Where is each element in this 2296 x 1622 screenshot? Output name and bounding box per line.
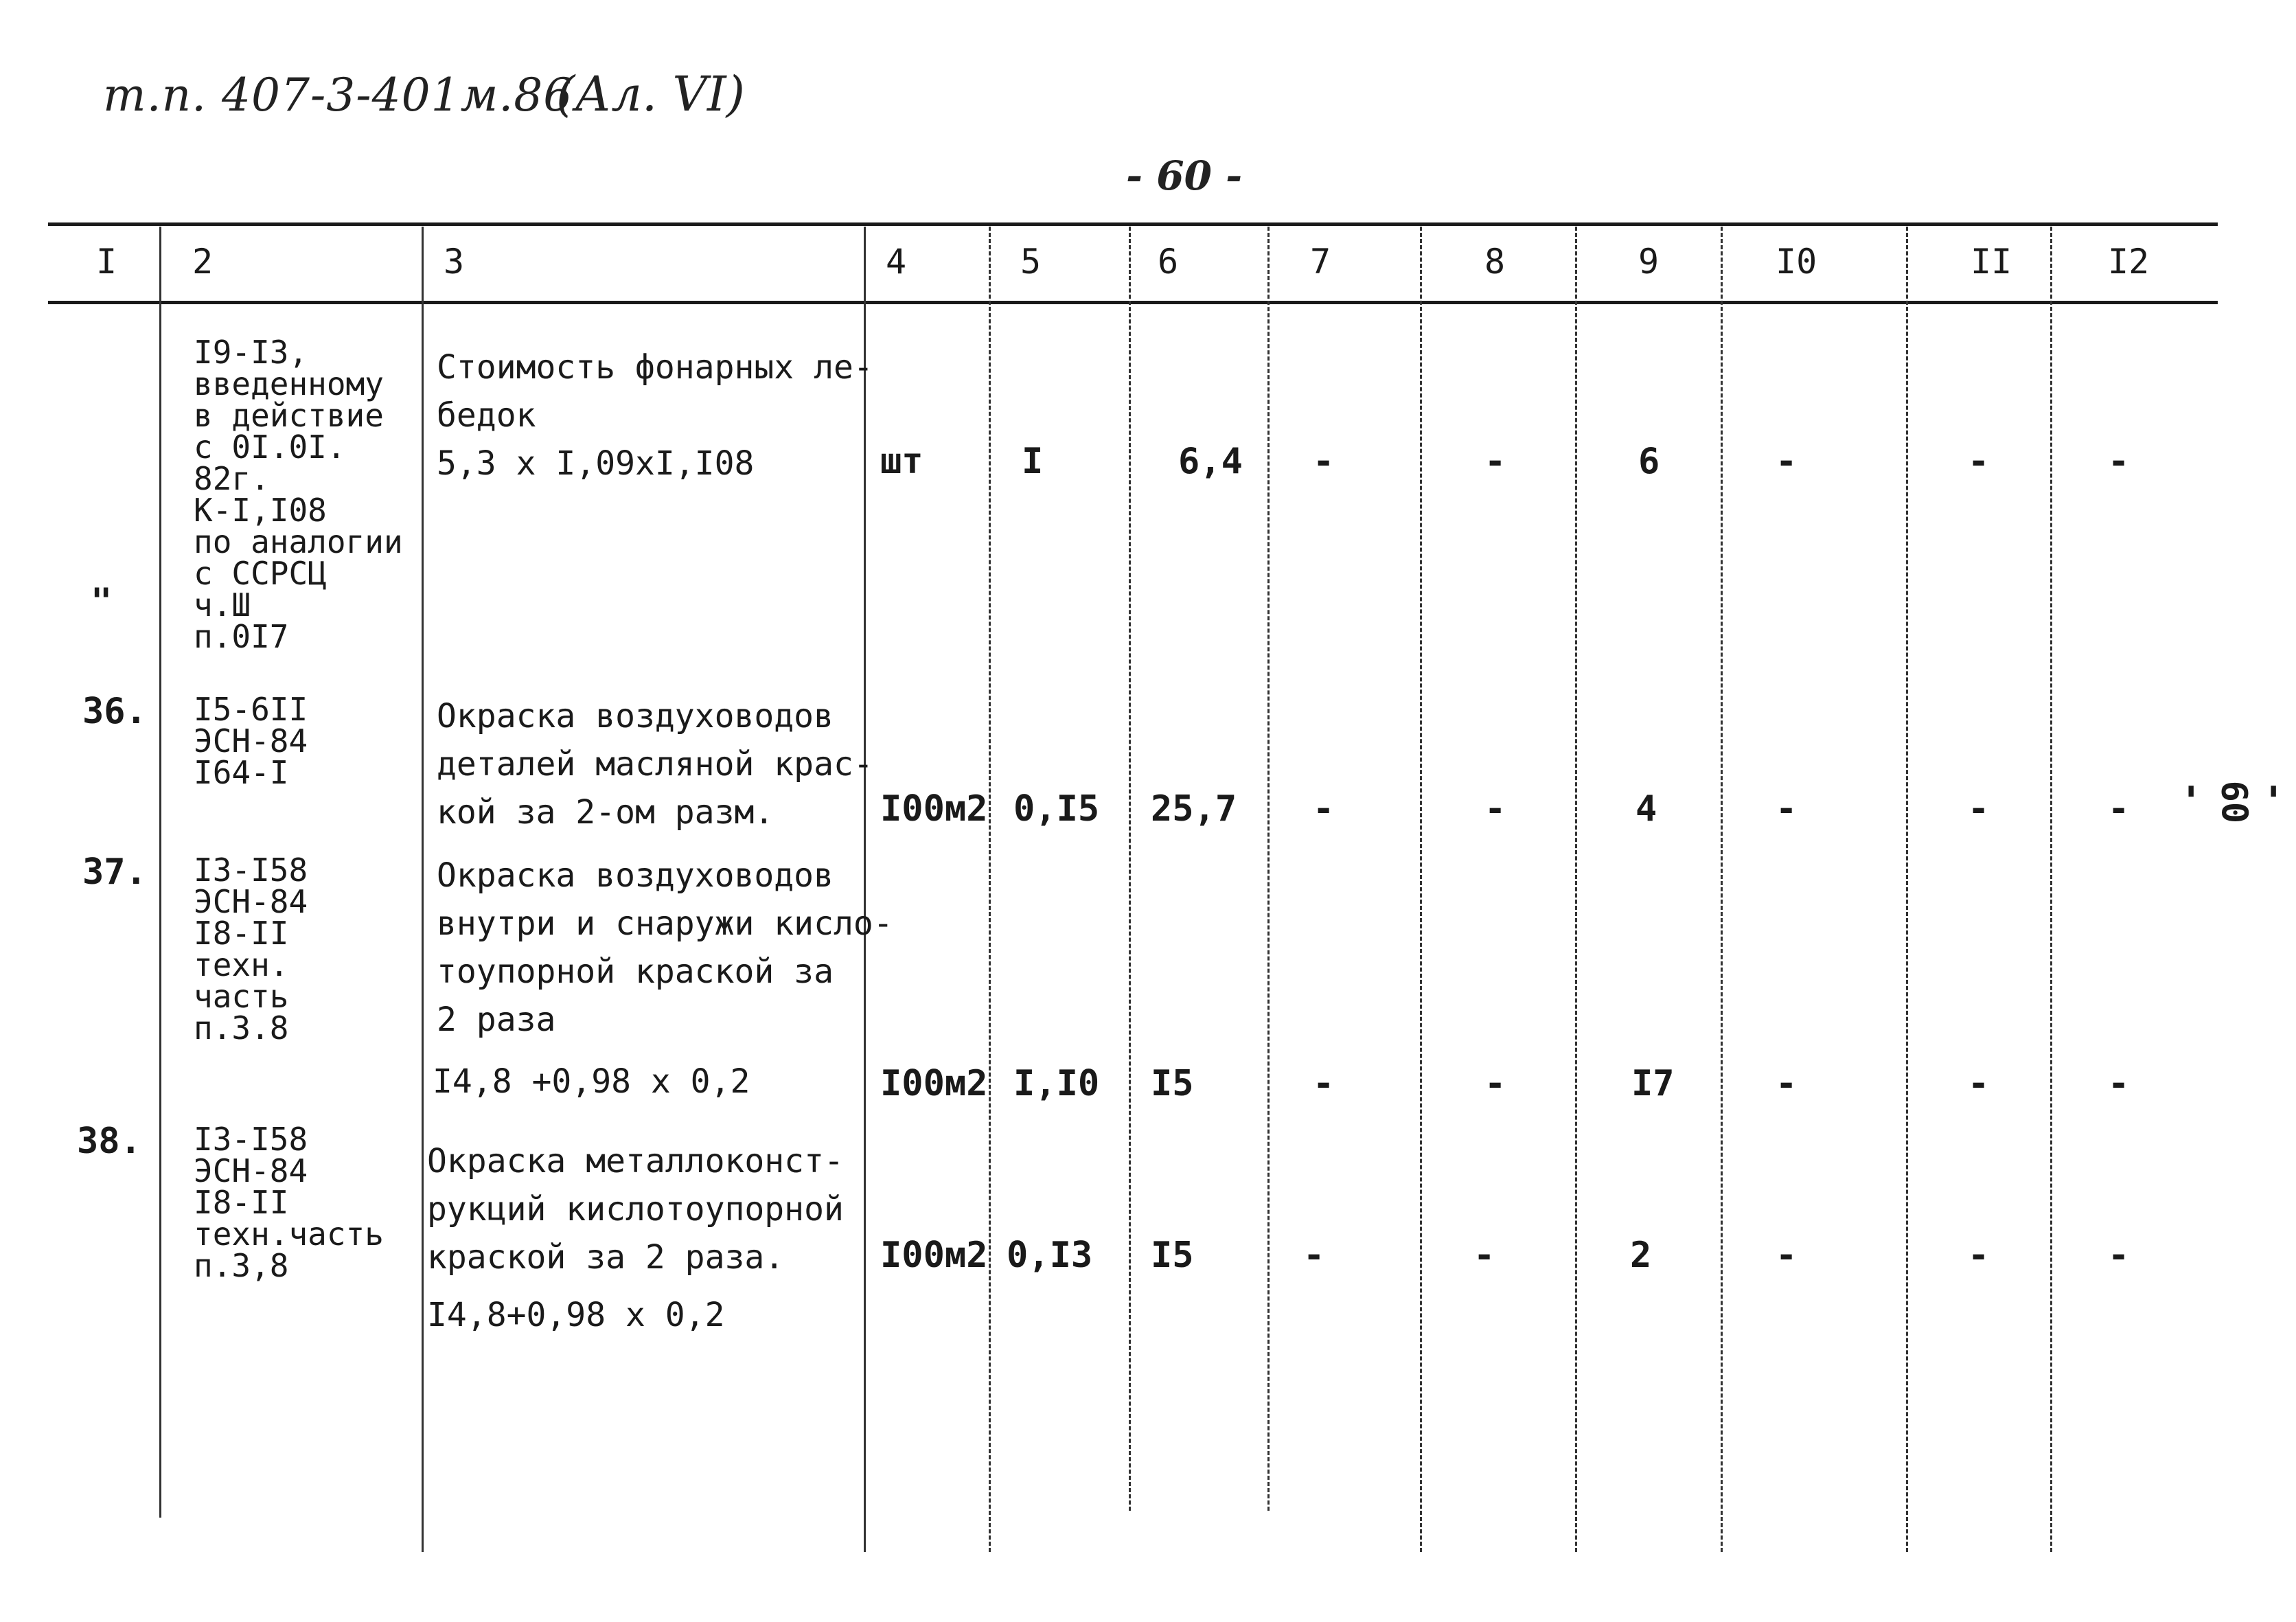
- cell-quantity: I: [1022, 441, 1044, 482]
- cell-c12: -: [2108, 441, 2130, 482]
- cell-c8: -: [1484, 441, 1506, 482]
- col-header-5: 5: [1020, 242, 1042, 282]
- row-reference: I5-6II ЭСН-84 I64-I: [194, 691, 308, 791]
- col-header-12: I2: [2108, 242, 2150, 282]
- cell-c7: -: [1313, 1063, 1335, 1104]
- row-description: Стоимость фонарных ле- бедок 5,3 x I,09xI,I08: [437, 348, 873, 483]
- cell-c8: -: [1473, 1235, 1495, 1276]
- col-header-1: I: [96, 242, 117, 282]
- col-header-9: 9: [1638, 242, 1660, 282]
- cell-c9: 2: [1630, 1235, 1652, 1276]
- cell-c11: -: [1968, 1235, 1990, 1276]
- col-divider-7: [1420, 227, 1422, 1552]
- row-number: 36.: [82, 691, 147, 732]
- row-description: Окраска воздуховодов деталей масляной крас- кой за 2-ом разм.: [437, 697, 873, 832]
- row-formula: I4,8 +0,98 x 0,2: [433, 1062, 750, 1101]
- cell-c9: I7: [1631, 1063, 1675, 1104]
- col-header-4: 4: [886, 242, 907, 282]
- row-reference: I9-I3, введенному в действие с 0I.0I. 82г. К-I,I08 по аналогии с ССРСЦ ч.Ш п.0I7: [194, 334, 403, 655]
- cell-unit: I00м2: [880, 788, 988, 830]
- cell-c6: 6,4: [1178, 441, 1243, 482]
- cell-c10: -: [1776, 441, 1798, 482]
- col-divider-8: [1575, 227, 1577, 1552]
- row-number: 37.: [82, 852, 147, 893]
- table-header-rule: [48, 301, 2218, 304]
- row-reference: I3-I58 ЭСН-84 I8-II техн. часть п.3.8: [194, 852, 308, 1047]
- cell-c11: -: [1968, 441, 1990, 482]
- col-divider-2: [422, 227, 424, 1552]
- cell-c6: I5: [1151, 1063, 1194, 1104]
- col-header-7: 7: [1310, 242, 1331, 282]
- col-divider-1: [159, 227, 161, 1518]
- table-top-rule: [48, 222, 2218, 226]
- cell-c8: -: [1484, 788, 1506, 830]
- page-number: - 60 -: [1126, 152, 1243, 199]
- cell-c10: -: [1776, 1235, 1798, 1276]
- cell-quantity: I,I0: [1013, 1063, 1100, 1104]
- col-divider-6: [1267, 227, 1270, 1511]
- col-header-10: I0: [1776, 242, 1817, 282]
- col-header-6: 6: [1158, 242, 1179, 282]
- row-number: ": [91, 581, 113, 622]
- cell-c10: -: [1776, 788, 1798, 830]
- cell-c12: -: [2108, 1063, 2130, 1104]
- col-divider-4: [989, 227, 991, 1552]
- row-formula: I4,8+0,98 x 0,2: [427, 1296, 725, 1334]
- cell-c9: 6: [1638, 441, 1660, 482]
- col-divider-9: [1721, 227, 1723, 1552]
- row-reference: I3-I58 ЭСН-84 I8-II техн.часть п.3,8: [194, 1121, 384, 1284]
- cell-unit: I00м2: [880, 1235, 988, 1276]
- cell-c10: -: [1776, 1063, 1798, 1104]
- row-number: 38.: [77, 1121, 141, 1162]
- cell-unit: I00м2: [880, 1063, 988, 1104]
- row-description: Окраска воздуховодов внутри и снаружи кисло- тоупорной краской за 2 раза: [437, 856, 893, 1039]
- document-reference: т.п. 407-3-401м.86: [103, 69, 573, 122]
- row-description: Окраска металлоконст- рукций кислотоупорной краской за 2 раза.: [427, 1142, 844, 1277]
- cell-quantity: 0,I5: [1013, 788, 1100, 830]
- margin-page-number: - 60 -: [2172, 780, 2296, 824]
- cell-quantity: 0,I3: [1007, 1235, 1093, 1276]
- cell-c12: -: [2108, 788, 2130, 830]
- cell-c11: -: [1968, 1063, 1990, 1104]
- album-reference: (Ал. VI): [556, 66, 745, 122]
- cell-c6: 25,7: [1151, 788, 1237, 830]
- col-divider-10: [1906, 227, 1908, 1552]
- cell-c7: -: [1313, 788, 1335, 830]
- cell-c7: -: [1313, 441, 1335, 482]
- cell-c11: -: [1968, 788, 1990, 830]
- col-header-8: 8: [1484, 242, 1506, 282]
- cell-c7: -: [1303, 1235, 1325, 1276]
- col-divider-5: [1129, 227, 1131, 1511]
- col-divider-11: [2050, 227, 2052, 1552]
- cell-unit: шт: [880, 441, 923, 482]
- cell-c8: -: [1484, 1063, 1506, 1104]
- cell-c6: I5: [1151, 1235, 1194, 1276]
- cell-c12: -: [2108, 1235, 2130, 1276]
- col-header-11: II: [1971, 242, 2012, 282]
- col-header-2: 2: [192, 242, 214, 282]
- cell-c9: 4: [1635, 788, 1657, 830]
- col-header-3: 3: [444, 242, 465, 282]
